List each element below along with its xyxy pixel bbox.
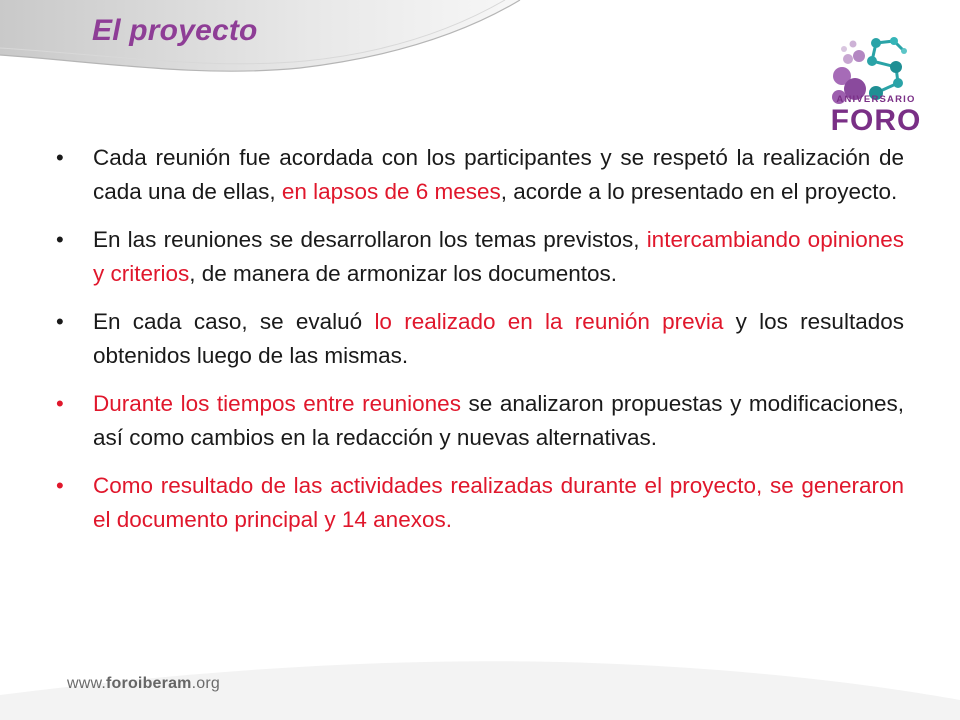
highlighted-text: Durante los tiempos entre reuniones — [93, 391, 461, 416]
bullet-list — [52, 141, 904, 551]
bullet-marker: • — [56, 227, 64, 252]
bullet-text: Cada reunión fue acordada con los participantes y se respetó la realización de cada una de ellas, — [93, 145, 904, 204]
bullet-item — [52, 469, 904, 537]
bullet-item — [52, 141, 904, 209]
highlighted-text: intercambiando opiniones y criterios — [93, 227, 905, 286]
footer-wave-shape — [0, 600, 960, 720]
bullet-marker: • — [56, 309, 64, 334]
bullet-text: En cada caso, se evaluó — [93, 309, 375, 334]
highlighted-text: Como resultado de las actividades realizadas durante el proyecto, se generaron el documento principal y 14 anexos. — [93, 473, 904, 532]
bullet-item — [52, 223, 904, 291]
bullet-marker: • — [56, 145, 64, 170]
bullet-marker: • — [56, 391, 64, 416]
slide-title: El proyecto — [92, 14, 258, 47]
bullet-marker: • — [56, 473, 64, 498]
highlighted-text: en lapsos de 6 meses — [281, 179, 501, 204]
footer-url-brand: foroiberam — [106, 675, 192, 692]
logo-subtitle: ANIVERSARIO — [836, 94, 916, 105]
bullet-text: y los resultados obtenidos luego de las mismas. — [93, 309, 904, 368]
highlighted-text: lo realizado en la reunión previa — [374, 309, 724, 334]
logo-wordmark — [826, 94, 926, 136]
bullet-text: , de manera de armonizar los documentos. — [189, 261, 617, 286]
bullet-text: se analizaron propuestas y modificaciones, así como cambios en la redacción y nuevas alternativas. — [93, 391, 904, 450]
logo-name: FORO — [830, 104, 922, 137]
footer-url-suffix: .org — [191, 675, 220, 692]
bullet-text: En las reuniones se desarrollaron los temas previstos, — [93, 227, 647, 252]
bullet-item — [52, 387, 904, 455]
footer-url[interactable] — [67, 675, 220, 693]
footer-url-prefix: www. — [67, 675, 107, 692]
bullet-item — [52, 305, 904, 373]
bullet-text: , acorde a lo presentado en el proyecto. — [500, 179, 898, 204]
